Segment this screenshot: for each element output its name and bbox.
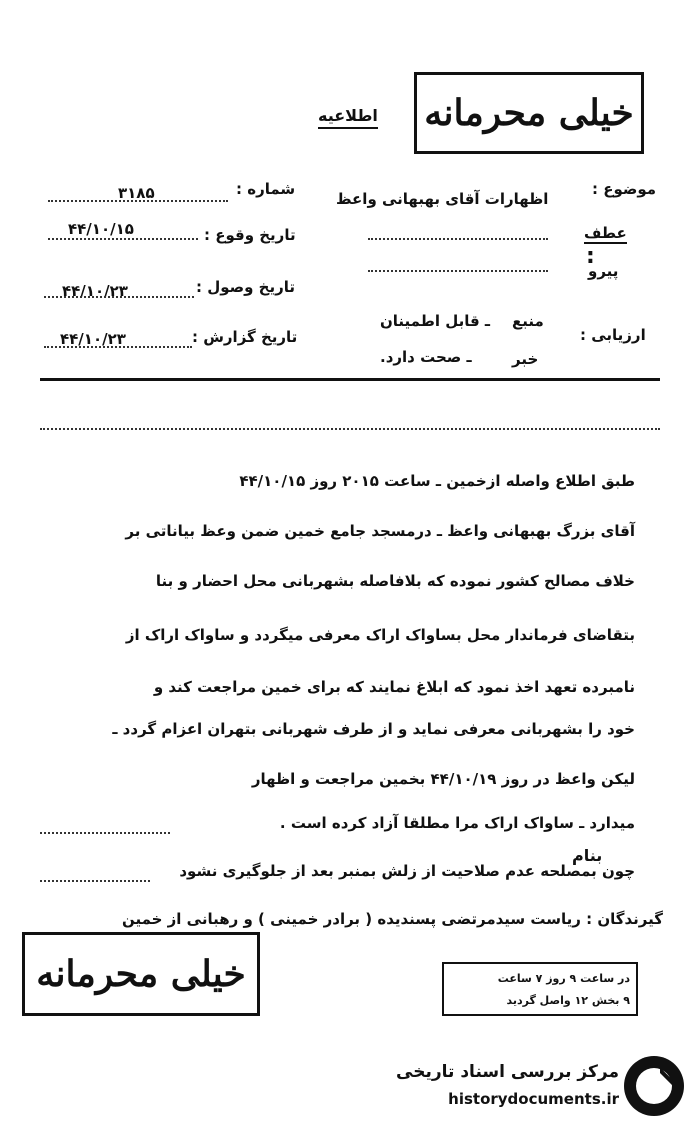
receipt-note-line-1: در ساعت ۹ روز ۷ ساعت bbox=[497, 972, 630, 985]
body-line-4: بتقاضای فرماندار محل بساواک اراک معرفی میگردد و ساواک اراک از bbox=[125, 626, 635, 644]
blank-dotted-line bbox=[40, 428, 660, 430]
incident-date-dots bbox=[48, 238, 198, 240]
report-date-value: ۴۴/۱۰/۲۳ bbox=[60, 330, 126, 348]
body-line-9-dots bbox=[40, 880, 150, 882]
news-label: خبر bbox=[512, 350, 539, 368]
body-line-7: لیکن واعظ در روز ۴۴/۱۰/۱۹ بخمین مراجعت و اظهار bbox=[251, 770, 635, 788]
received-date-value: ۴۴/۱۰/۲۳ bbox=[62, 282, 128, 300]
body-line-9: چون بمصلحه عدم صلاحیت از زلش بمنبر بعد از جلوگیری نشود bbox=[179, 862, 635, 880]
number-value: ۳۱۸۵ bbox=[118, 184, 155, 202]
follow-dots bbox=[368, 270, 548, 272]
receipt-note-line-2: ۹ بخش ۱۲ واصل گردید bbox=[506, 994, 630, 1007]
header-divider bbox=[40, 378, 660, 381]
confidential-stamp-bottom: خیلی محرمانه bbox=[22, 932, 260, 1016]
source-label: منبع bbox=[512, 312, 544, 330]
report-date-label: تاریخ گزارش : bbox=[192, 328, 298, 346]
source-value: ـ قابل اطمینان bbox=[380, 312, 491, 330]
attached-label: عطف bbox=[584, 224, 627, 242]
incident-date-label: تاریخ وقوع : bbox=[204, 226, 296, 244]
number-label: شماره : bbox=[236, 180, 296, 198]
follow-label: پیرو bbox=[588, 262, 619, 280]
received-date-label: تاریخ وصول : bbox=[196, 278, 296, 296]
body-line-6: خود را بشهربانی معرفی نماید و از طرف شهربانی بتهران اعزام گردد ـ bbox=[112, 720, 635, 738]
body-line-5: نامبرده تعهد اخذ نمود که ابلاغ نمایند که برای خمین مراجعت کند و bbox=[153, 678, 635, 696]
receipt-note-box bbox=[442, 962, 638, 1016]
body-line-1: طبق اطلاع واصله ازخمین ـ ساعت ۲۰۱۵ روز ۴۴/۱۰/۱۵ bbox=[239, 472, 635, 490]
attached-dots bbox=[368, 238, 548, 240]
received-date-dots bbox=[44, 296, 194, 298]
number-dots bbox=[48, 200, 228, 202]
evaluation-label: ارزیابی : bbox=[580, 326, 646, 344]
colon-mark: : bbox=[586, 244, 595, 269]
news-value: ـ صحت دارد. bbox=[380, 348, 472, 366]
margin-note: بنام bbox=[572, 846, 603, 865]
subject-label: موضوع : bbox=[592, 180, 657, 198]
body-line-3: خلاف مصالح کشور نموده که بلافاصله بشهربانی محل احضار و بنا bbox=[155, 572, 635, 590]
report-date-dots bbox=[44, 346, 192, 348]
report-type-label: اطلاعیه bbox=[318, 106, 378, 129]
recipients-line: گیرندگان : ریاست سیدمرتضی پسندیده ( برادر خمینی ) و رهبانی از خمین bbox=[121, 910, 663, 928]
archive-name: مرکز بررسی اسناد تاریخی bbox=[396, 1062, 619, 1082]
incident-date-value: ۴۴/۱۰/۱۵ bbox=[68, 220, 134, 238]
body-line-8-dots bbox=[40, 832, 170, 834]
archive-url: historydocuments.ir bbox=[448, 1090, 619, 1108]
subject-value: اظهارات آقای بهبهانی واعظ bbox=[336, 190, 549, 208]
body-line-8: میدارد ـ ساواک اراک مرا مطلقا آزاد کرده است . bbox=[279, 814, 635, 832]
confidential-stamp-top: خیلی محرمانه bbox=[414, 72, 644, 154]
body-line-2: آقای بزرگ بهبهانی واعظ ـ درمسجد جامع خمین ضمن وعظ بیاناتی بر bbox=[125, 522, 635, 540]
